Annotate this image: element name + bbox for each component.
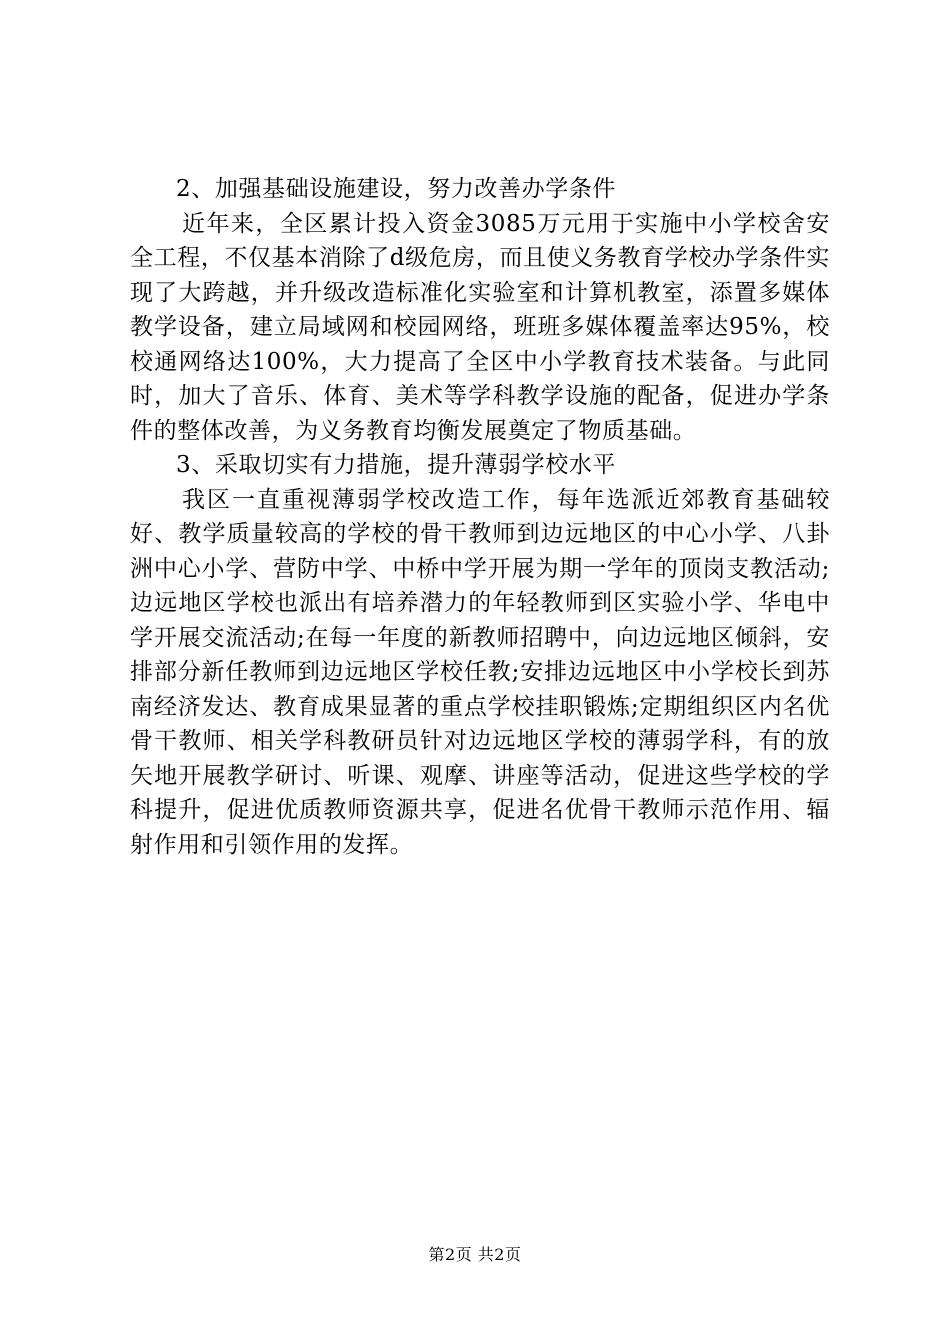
section-heading-infrastructure: 2、加强基础设施建设，努力改善办学条件 bbox=[176, 176, 617, 202]
section-heading-weak-schools: 3、采取切实有力措施，提升薄弱学校水平 bbox=[176, 452, 617, 478]
section-paragraph-weak-schools: 我区一直重视薄弱学校改造工作，每年选派近郊教育基础较好、教学质量较高的学校的骨干教师到边远地区的中心小学、八卦洲中心小学、营防中学、中桥中学开展为期一学年的顶岗支教活动;边远地区学校也派出有培养潜力的年轻教师到区实验小学、华电中学开展交流活动;在每一年度的新教师招聘中，向边远地区倾斜，安排部分新任教师到边远地区学校任教;安排边远地区中小学校长到苏南经济发达、教育成果显著的重点学校挂职锻炼;定期组织区内名优骨干教师、相关学科教研员针对边远地区学校的薄弱学科，有的放矢地开展教学研讨、听课、观摩、讲座等活动，促进这些学校的学科提升，促进优质教师资源共享，促进名优骨干教师示范作用、辐射作用和引领作用的发挥。 bbox=[130, 486, 830, 858]
page-footer: 第2页 共2页 bbox=[428, 1245, 522, 1264]
section-paragraph-infrastructure: 近年来，全区累计投入资金3085万元用于实施中小学校舍安全工程，不仅基本消除了d级危房，而且使义务教育学校办学条件实现了大跨越，并升级改造标准化实验室和计算机教室，添置多媒体教学设备，建立局域网和校园网络，班班多媒体覆盖率达95%，校校通网络达100%，大力提高了全区中小学教育技术装备。与此同时，加大了音乐、体育、美术等学科教学设施的配备，促进办学条件的整体改善，为义务教育均衡发展奠定了物质基础。 bbox=[130, 210, 830, 444]
document-body bbox=[130, 172, 830, 862]
